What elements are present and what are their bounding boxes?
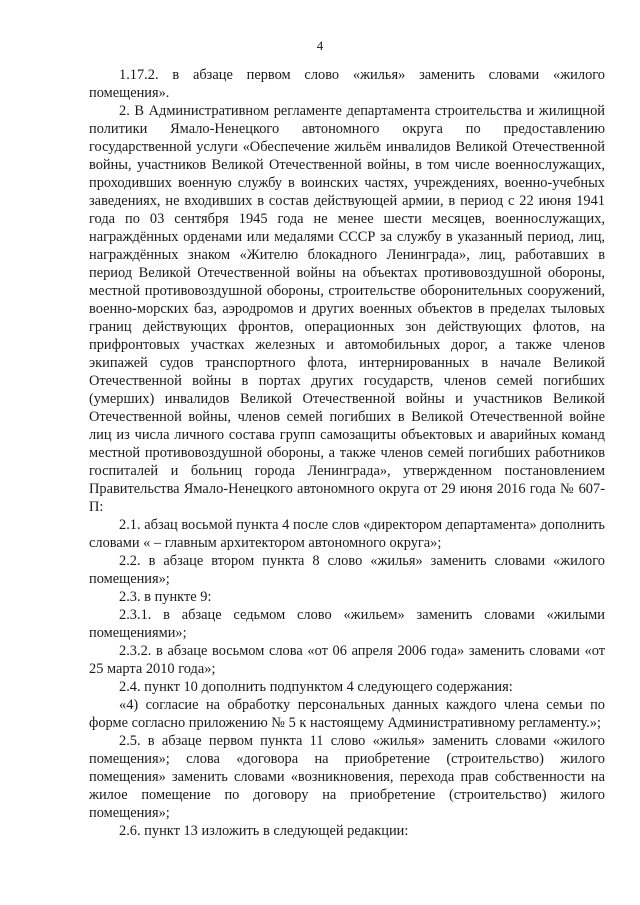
- paragraph-2-4: 2.4. пункт 10 дополнить подпунктом 4 следующего содержания:: [119, 679, 513, 695]
- paragraph-2: 2. В Административном регламенте департамента строительства и жилищной политики Ямало-Ненецкого автономного округа по предоставлению государственной услуги «Обеспечение жильём инвалидов Великой Отечественной войны, участников Великой Отечественной войны, в том числе военнослужащих, проходивших военную службу в воинских частях, учреждениях, военно-учебных заведениях, не входивших в состав действующей армии, в период с 22 июня 1941 года по 03 сентября 1945 года не менее шести месяцев, военнослужащих, награждённых орденами или медалями СССР за службу в указанный период, лиц, награждённых знаком «Жителю блокадного Ленинграда», лиц, работавших в период Великой Отечественной войны на объектах противовоздушной обороны, местной противовоздушной обороны, строительстве оборонительных сооружений, военно-морских баз, аэродромов и других военных объектов в пределах тыловых границ действующих фронтов, операционных зон действующих флотов, на прифронтовых участках железных и автомобильных дорог, а также членов экипажей судов транспортного флота, интернированных в начале Великой Отечественной войны в портах других государств, членов семей погибших (умерших) инвалидов Великой Отечественной войны и участников Великой Отечественной войны, членов семей погибших в Великой Отечественной войне лиц из числа личного состава групп самозащиты объектовых и аварийных команд местной противовоздушной обороны, а также членов семей погибших работников госпиталей и больниц города Ленинграда», утвержденном постановлением Правительства Ямало-Ненецкого автономного округа от 29 июня 2016 года № 607-П:: [89, 103, 605, 515]
- paragraph-2-2: 2.2. в абзаце втором пункта 8 слово «жилья» заменить словами «жилого помещения»;: [89, 553, 605, 587]
- document-body: [89, 66, 605, 840]
- paragraph-2-3-2: 2.3.2. в абзаце восьмом слова «от 06 апреля 2006 года» заменить словами «от 25 марта 2010 года»;: [89, 643, 605, 677]
- paragraph-1-17-2: 1.17.2. в абзаце первом слово «жилья» заменить словами «жилого помещения».: [89, 67, 605, 101]
- paragraph-2-3: 2.3. в пункте 9:: [119, 589, 212, 605]
- paragraph-2-6: 2.6. пункт 13 изложить в следующей редакции:: [119, 823, 409, 839]
- paragraph-2-4-quote: «4) согласие на обработку персональных данных каждого члена семьи по форме согласно приложению № 5 к настоящему Административному регламенту.»;: [89, 697, 605, 731]
- paragraph-2-5: 2.5. в абзаце первом пункта 11 слово «жилья» заменить словами «жилого помещения»; слова «договора на приобретение (строительство) жилого помещения» заменить словами «возникновения, перехода прав собственности на жилое помещение по договору на приобретение (строительство) жилого помещения»;: [89, 733, 605, 821]
- page-number: 4: [316, 38, 324, 53]
- paragraph-2-3-1: 2.3.1. в абзаце седьмом слово «жильем» заменить словами «жилыми помещениями»;: [89, 607, 605, 641]
- paragraph-2-1: 2.1. абзац восьмой пункта 4 после слов «директором департамента» дополнить словами « – главным архитектором автономного округа»;: [89, 517, 605, 551]
